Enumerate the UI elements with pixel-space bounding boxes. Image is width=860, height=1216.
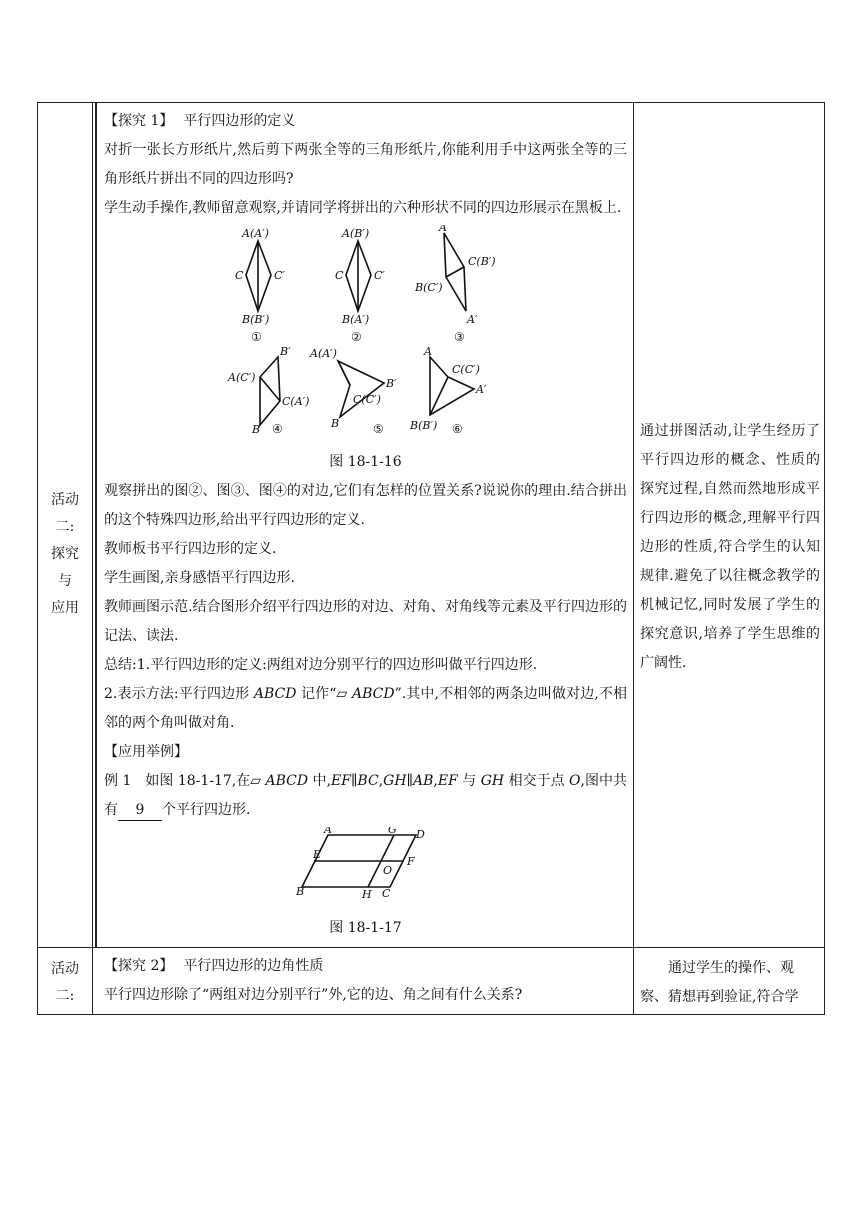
vertex-label: C(C′) xyxy=(352,393,381,406)
text-run: ,图中共有 xyxy=(104,773,627,818)
design-note-cell xyxy=(634,948,825,1015)
math-var: EF∥BC xyxy=(331,773,379,789)
explore-1-heading xyxy=(104,107,627,136)
figure-18-1-16-drawing xyxy=(216,225,516,435)
text-run: 与 xyxy=(457,773,481,789)
figure-number: ④ xyxy=(271,422,283,435)
activity-label-line: 应用 xyxy=(51,600,79,616)
vertex-label: B xyxy=(330,417,339,430)
design-note: 通过学生的操作、观察、猜想再到验证,符合学 xyxy=(640,960,799,1005)
activity-label-line: 活动 xyxy=(51,492,79,508)
explore-1-tag: 【探究 1】 xyxy=(104,113,174,129)
quad-figure-6 xyxy=(409,345,487,435)
point-label: F xyxy=(406,855,415,868)
content-frame xyxy=(95,103,633,947)
figure-number: ② xyxy=(350,330,362,344)
figure-18-1-17-drawing xyxy=(296,827,436,901)
vertex-label: B′ xyxy=(385,377,397,390)
vertex-label: A(A′) xyxy=(241,227,269,240)
math-var: ABCD xyxy=(351,686,395,702)
math-var: ABCD xyxy=(265,773,309,789)
explore-2-tag: 【探究 2】 xyxy=(104,958,174,974)
design-note-cell xyxy=(634,103,825,948)
explore-2-title: 平行四边形的边角性质 xyxy=(183,958,324,974)
point-label: D xyxy=(415,828,425,841)
text-run: 相交于点 xyxy=(504,773,570,789)
paragraph: 教师板书平行四边形的定义. xyxy=(104,541,277,557)
paragraph: 学生画图,亲身感悟平行四边形. xyxy=(104,570,295,586)
content-cell xyxy=(93,948,634,1015)
design-note: 通过拼图活动,让学生经历了平行四边形的概念、性质的探究过程,自然而然地形成平行四边形的概念,理解平行四边形的性质,符合学生的认知规律.避免了以往概念教学的机械记忆,同时发展了学生的探究意识,培养了学生思维的广阔性. xyxy=(640,423,820,671)
vertex-label: B(B′) xyxy=(241,313,269,326)
activity-label-cell xyxy=(38,103,93,948)
activity-label-cell xyxy=(38,948,93,1015)
vertex-label: A xyxy=(438,225,447,234)
vertex-label: C xyxy=(234,269,243,282)
text-run: 记作“▱ xyxy=(296,686,352,702)
activity-label-line: 与 xyxy=(58,573,72,589)
lesson-table xyxy=(37,102,825,1015)
text-run: 个平行四边形. xyxy=(162,802,251,818)
vertex-label: C(A′) xyxy=(281,395,309,408)
vertex-label: A(A′) xyxy=(309,347,337,360)
explore-1-title: 平行四边形的定义 xyxy=(183,113,296,129)
text-run: ”.其中,不相邻的两条边叫做对边,不相邻的两个角叫做对角. xyxy=(104,686,627,731)
paragraph-notation xyxy=(104,680,627,738)
quad-figure-5 xyxy=(309,347,397,435)
paragraph: 对折一张长方形纸片,然后剪下两张全等的三角形纸片,你能利用手中这两张全等的三角形纸片拼出不同的四边形吗? xyxy=(104,142,627,187)
math-var: EF xyxy=(437,773,458,789)
quad-figure-4 xyxy=(227,345,309,435)
paragraph: 学生动手操作,教师留意观察,并请同学将拼出的六种形状不同的四边形展示在黑板上. xyxy=(104,200,622,216)
content-frame xyxy=(95,948,633,1014)
vertex-label: B xyxy=(251,423,260,435)
point-label: A xyxy=(323,827,332,836)
vertex-label: B(C′) xyxy=(414,281,443,294)
vertex-label: A xyxy=(423,345,432,358)
point-label: H xyxy=(361,888,372,901)
paragraph: 平行四边形除了“两组对边分别平行”外,它的边、角之间有什么关系? xyxy=(104,987,523,1003)
content-cell xyxy=(93,103,634,948)
activity-row-2 xyxy=(38,948,825,1015)
vertex-label: A(B′) xyxy=(341,227,369,240)
quad-figure-2 xyxy=(335,227,385,344)
figure-caption: 图 18-1-17 xyxy=(329,920,402,936)
text-run: 中, xyxy=(308,773,332,789)
example-1 xyxy=(104,767,627,825)
explore-2-heading xyxy=(104,952,627,981)
quad-outline xyxy=(260,357,280,425)
vertex-label: B(B′) xyxy=(409,419,437,432)
text-run: , xyxy=(378,773,384,789)
vertex-label: C′ xyxy=(373,269,385,282)
vertex-label: A(C′) xyxy=(227,371,255,384)
vertex-label: B(A′) xyxy=(341,313,369,326)
figure-18-1-17 xyxy=(104,827,627,912)
activity-label-line: 探究 xyxy=(51,546,79,562)
quad-diagonal xyxy=(446,267,464,277)
activity-label-line: 二: xyxy=(55,988,75,1004)
apply-heading: 【应用举例】 xyxy=(104,744,188,760)
quad-figure-1 xyxy=(235,227,285,344)
vertex-label: C xyxy=(334,269,343,282)
text-run: , xyxy=(433,773,438,789)
figure-number: ⑥ xyxy=(451,422,463,435)
figure-number: ① xyxy=(250,330,262,344)
vertex-label: B′ xyxy=(279,345,291,358)
figure-18-1-16 xyxy=(104,225,627,446)
quad-outline xyxy=(338,361,384,417)
quad-diagonal xyxy=(260,377,280,401)
vertex-label: C(C′) xyxy=(451,363,480,376)
text-run: 例 1 如图 18-1-17,在▱ xyxy=(104,773,266,789)
activity-row-1 xyxy=(38,103,825,948)
figure-caption: 图 18-1-16 xyxy=(329,454,402,470)
paragraph: 教师画图示范.结合图形介绍平行四边形的对边、对角、对角线等元素及平行四边形的记法、读法. xyxy=(104,599,627,644)
math-var: GH xyxy=(480,773,505,789)
vertex-label: C(B′) xyxy=(467,255,496,268)
activity-label-line: 活动 xyxy=(51,961,79,977)
point-label: G xyxy=(387,827,397,836)
math-var: GH∥AB xyxy=(383,773,434,789)
quad-figure-3 xyxy=(414,225,496,344)
math-var: ABCD xyxy=(253,686,297,702)
vertex-label: A′ xyxy=(475,383,486,396)
example-answer: 9 xyxy=(118,800,162,821)
figure-number: ③ xyxy=(453,330,465,344)
point-label: B xyxy=(295,885,304,898)
point-label: O xyxy=(382,864,392,877)
point-label: C xyxy=(381,887,390,900)
paragraph: 观察拼出的图②、图③、图④的对边,它们有怎样的位置关系?说说你的理由.结合拼出的这个特殊四边形,给出平行四边形的定义. xyxy=(104,483,627,528)
vertex-label: C′ xyxy=(273,269,285,282)
text-run: 2.表示方法:平行四边形 xyxy=(104,686,254,702)
math-var: O xyxy=(569,773,581,789)
vertex-label: A′ xyxy=(466,313,477,326)
point-label: E xyxy=(312,848,321,861)
activity-label-line: 二: xyxy=(55,519,75,535)
paragraph: 总结:1.平行四边形的定义:两组对边分别平行的四边形叫做平行四边形. xyxy=(104,657,538,673)
figure-number: ⑤ xyxy=(372,422,384,435)
